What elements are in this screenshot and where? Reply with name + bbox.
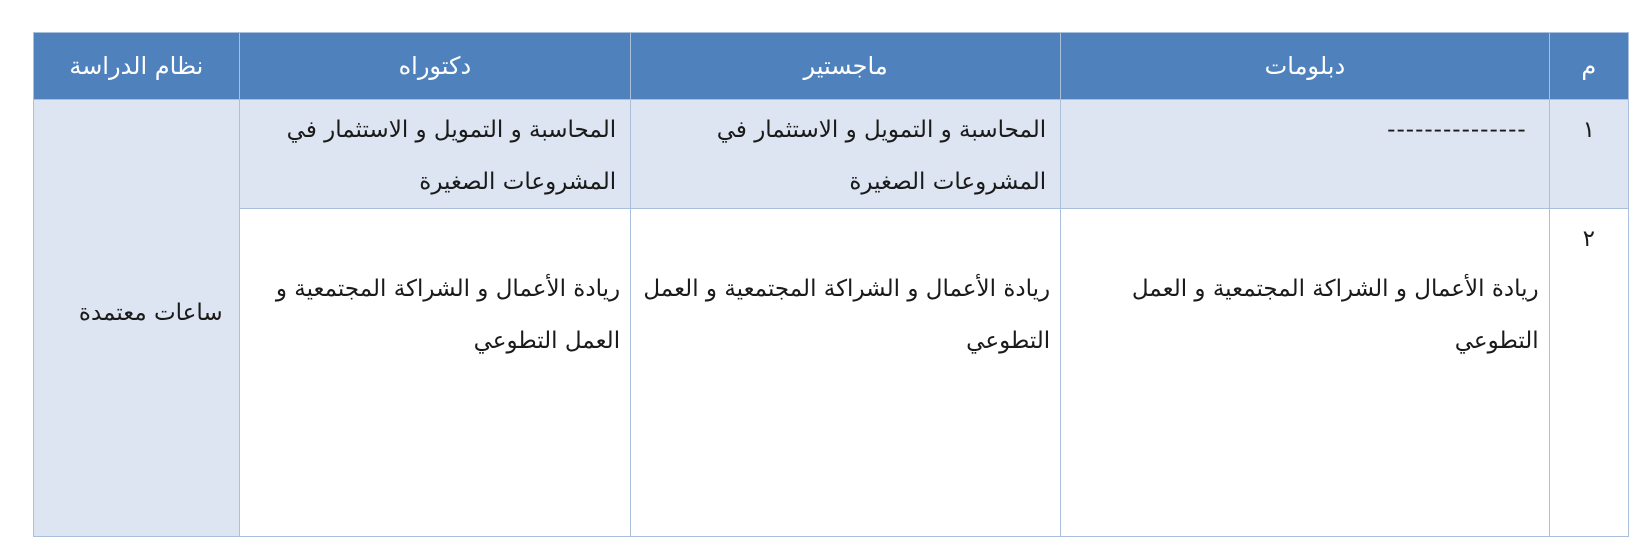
masters-cell — [631, 100, 1061, 209]
masters-value: المحاسبة و التمويل و الاستثمار في المشروعات الصغيرة — [716, 117, 1047, 195]
diplomas-value: ريادة الأعمال و الشراكة المجتمعية و العمل التطوعي — [1131, 276, 1539, 354]
programs-table — [33, 32, 1629, 537]
header-doctorate: دكتوراه — [239, 33, 630, 100]
table-row — [34, 100, 1629, 209]
diplomas-value: --------------- — [1387, 117, 1527, 143]
study-system-value: ساعات معتمدة — [78, 300, 223, 326]
masters-value: ريادة الأعمال و الشراكة المجتمعية و العمل التطوعي — [643, 276, 1051, 354]
doctorate-value: المحاسبة و التمويل و الاستثمار في المشروعات الصغيرة — [286, 117, 617, 195]
row-number-cell — [1549, 209, 1628, 537]
header-num: م — [1549, 33, 1628, 100]
table-header-row — [34, 33, 1629, 100]
row-number: ١ — [1582, 117, 1596, 143]
header-study-system: نظام الدراسة — [34, 33, 240, 100]
header-diplomas: دبلومات — [1061, 33, 1550, 100]
programs-table-container — [33, 32, 1629, 537]
doctorate-cell — [239, 100, 630, 209]
diplomas-cell — [1061, 100, 1550, 209]
study-system-cell — [34, 100, 240, 537]
diplomas-cell — [1061, 209, 1550, 537]
doctorate-value: ريادة الأعمال و الشراكة المجتمعية و العمل التطوعي — [275, 276, 621, 354]
row-number: ٢ — [1582, 226, 1596, 252]
doctorate-cell — [239, 209, 630, 537]
masters-cell — [631, 209, 1061, 537]
row-number-cell — [1549, 100, 1628, 209]
table-row — [34, 209, 1629, 537]
header-masters: ماجستير — [631, 33, 1061, 100]
